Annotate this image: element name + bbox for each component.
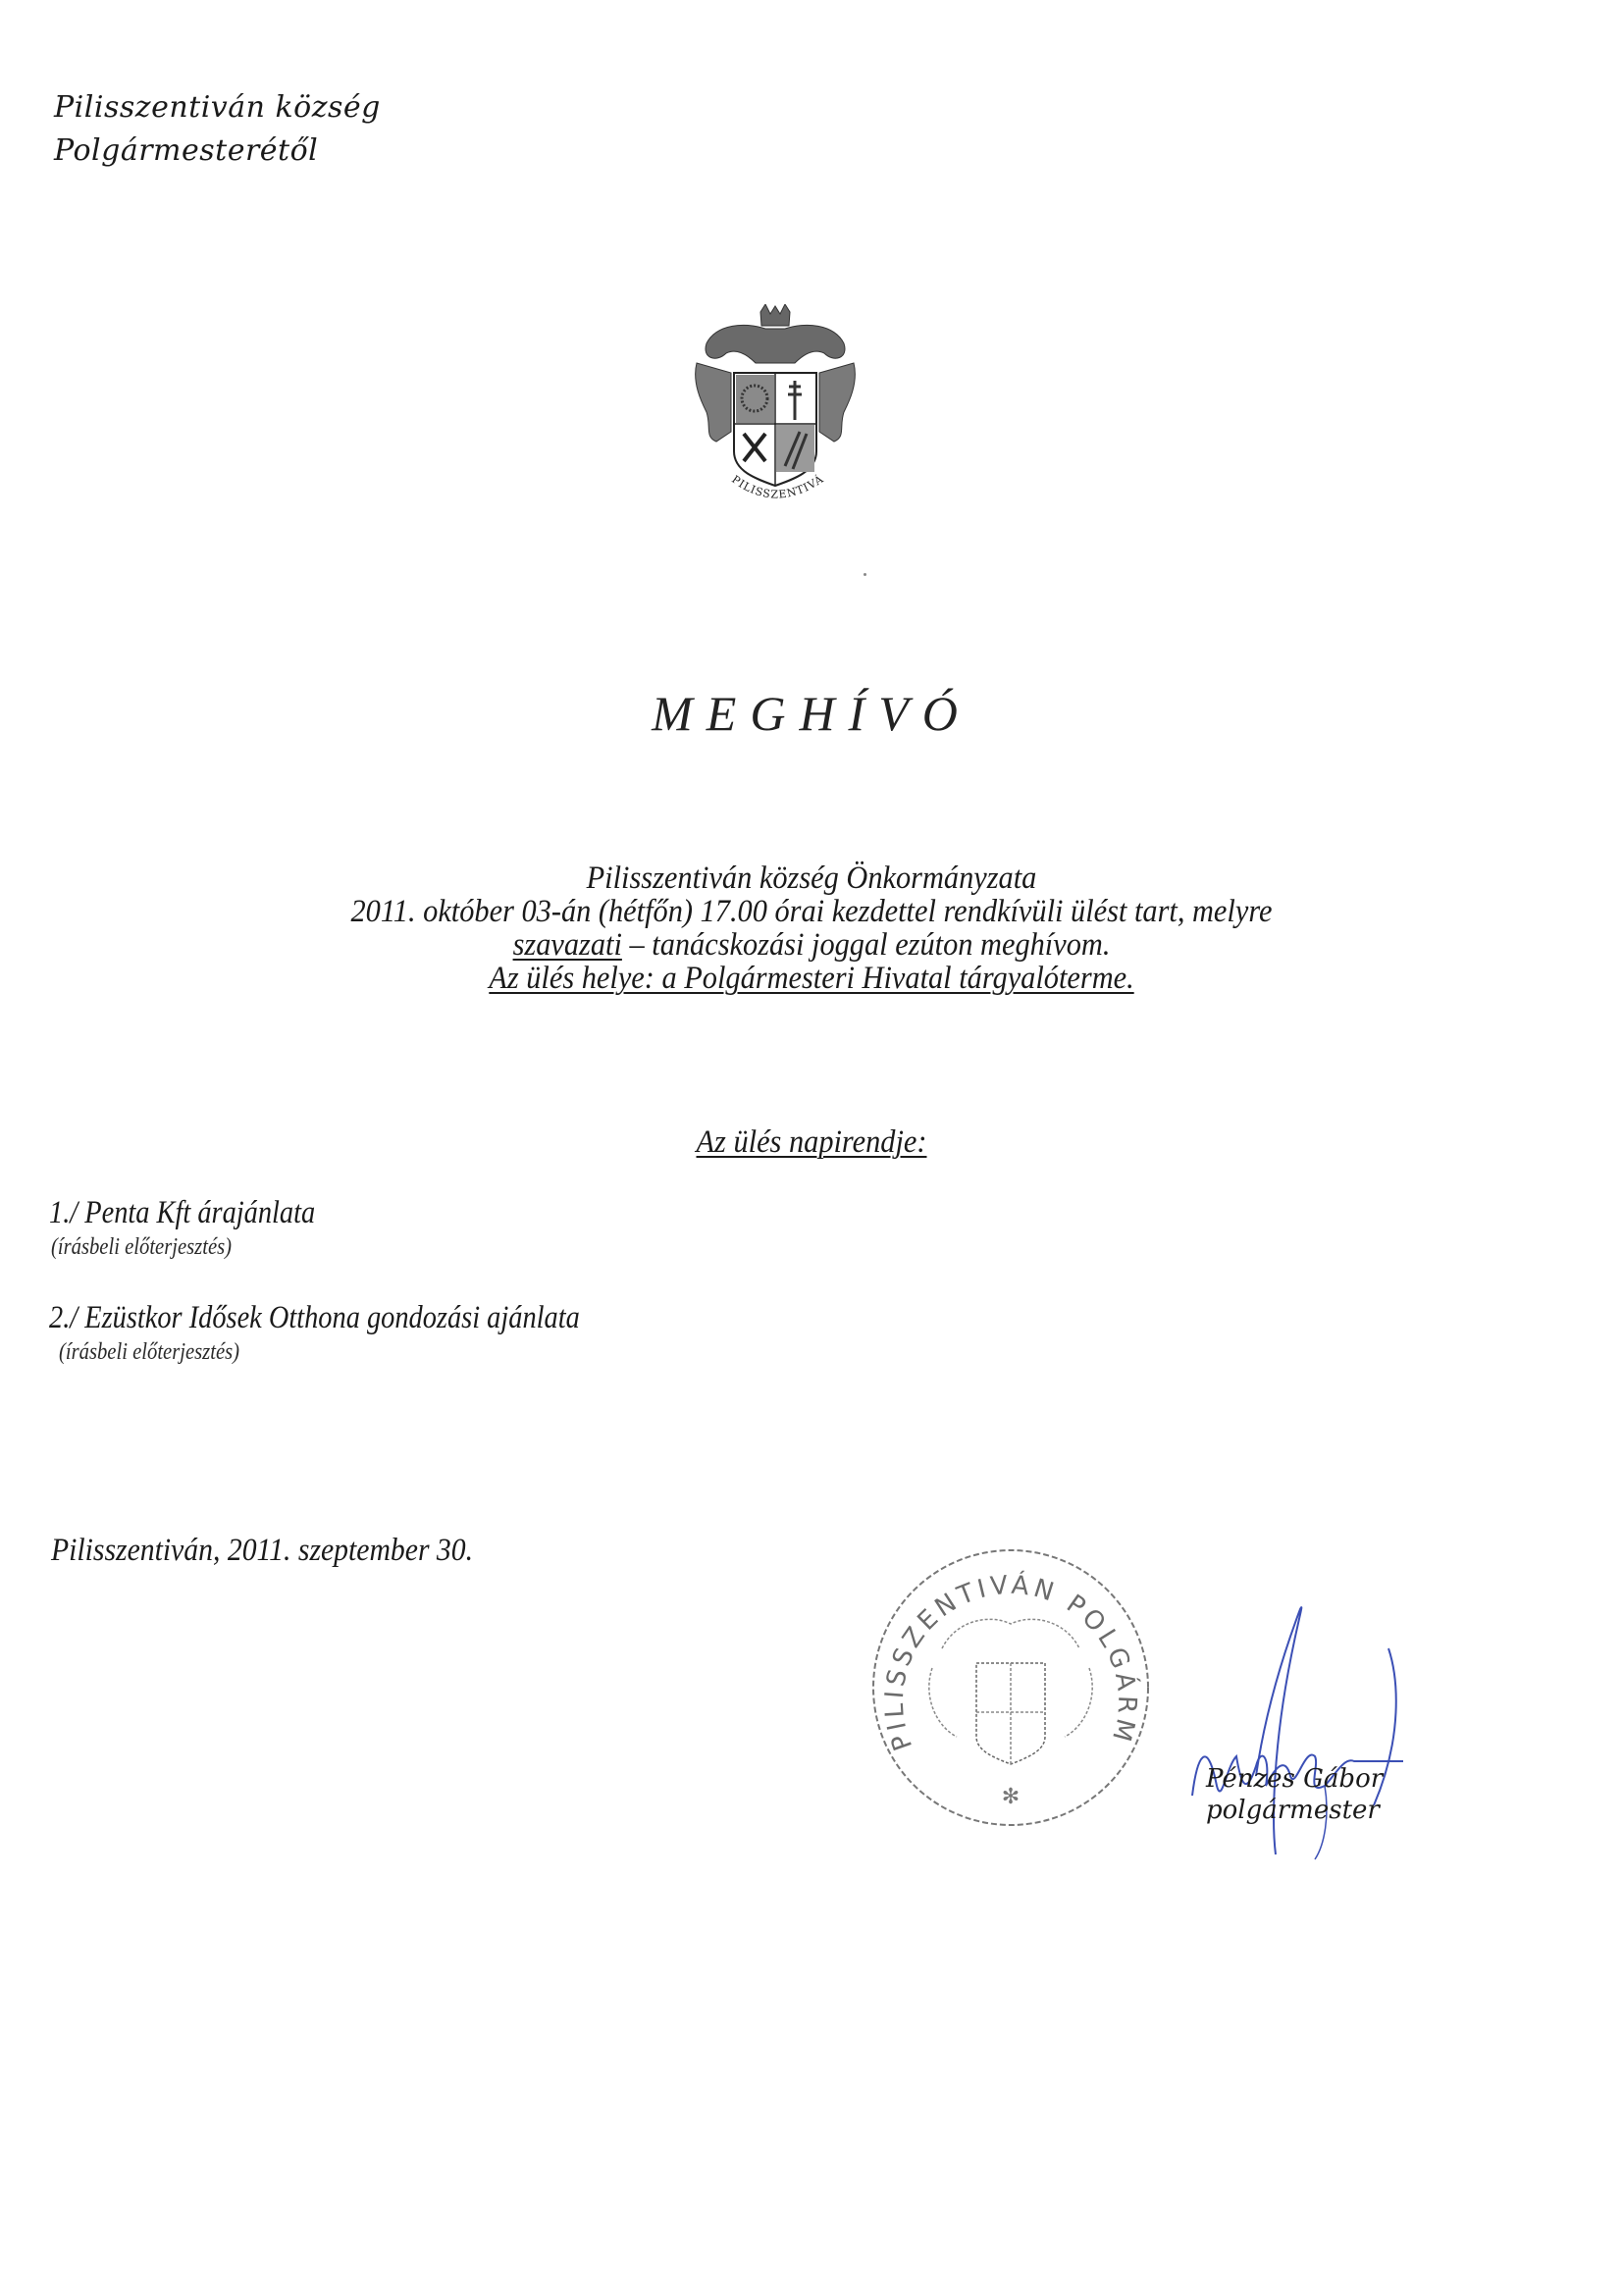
crest-caption: PILISSZENTIVÁ bbox=[729, 472, 827, 501]
agenda-item-2-note: (írásbeli előterjesztés) bbox=[59, 1339, 240, 1365]
scan-speck bbox=[864, 573, 866, 576]
header-municipality: Pilisszentiván község bbox=[54, 90, 381, 125]
voting-rights-text: szavazati bbox=[512, 927, 622, 963]
agenda-item-2: 2./ Ezüstkor Idősek Otthona gondozási ajánlata bbox=[49, 1300, 580, 1335]
agenda-item-1: 1./ Penta Kft árajánlata bbox=[49, 1195, 316, 1230]
meeting-location: Az ülés helye: a Polgármesteri Hivatal tárgyalóterme. bbox=[489, 961, 1134, 996]
signatory-block bbox=[1206, 1763, 1383, 1826]
invitation-line-3 bbox=[65, 928, 1558, 962]
official-seal-icon bbox=[864, 1540, 1158, 1835]
seal-text: PILISSZENTIVÁN POLGÁRM bbox=[879, 1570, 1142, 1754]
agenda-item-1-note: (írásbeli előterjesztés) bbox=[51, 1234, 233, 1260]
svg-text:✻: ✻ bbox=[1001, 1785, 1021, 1809]
signatory-role: polgármester bbox=[1206, 1796, 1380, 1825]
coat-of-arms-icon bbox=[687, 304, 864, 510]
signatory-name: Pénzes Gábor bbox=[1206, 1764, 1384, 1794]
agenda-title: Az ülés napirendje: bbox=[696, 1124, 927, 1160]
header-from-mayor: Polgármesterétől bbox=[54, 133, 319, 168]
svg-text:PILISSZENTIVÁN POLGÁRMESTERE bbox=[864, 1540, 1143, 1754]
invitation-line-2: 2011. október 03-án (hétfőn) 17.00 órai kezdettel rendkívüli ülést tart, melyre bbox=[350, 894, 1273, 929]
document-title: MEGHÍVÓ bbox=[652, 686, 971, 741]
place-and-date: Pilisszentiván, 2011. szeptember 30. bbox=[51, 1533, 474, 1568]
invitation-line-1: Pilisszentiván község Önkormányzata bbox=[586, 861, 1037, 896]
consultation-rights-text: – tanácskozási joggal ezúton meghívom. bbox=[621, 927, 1111, 963]
